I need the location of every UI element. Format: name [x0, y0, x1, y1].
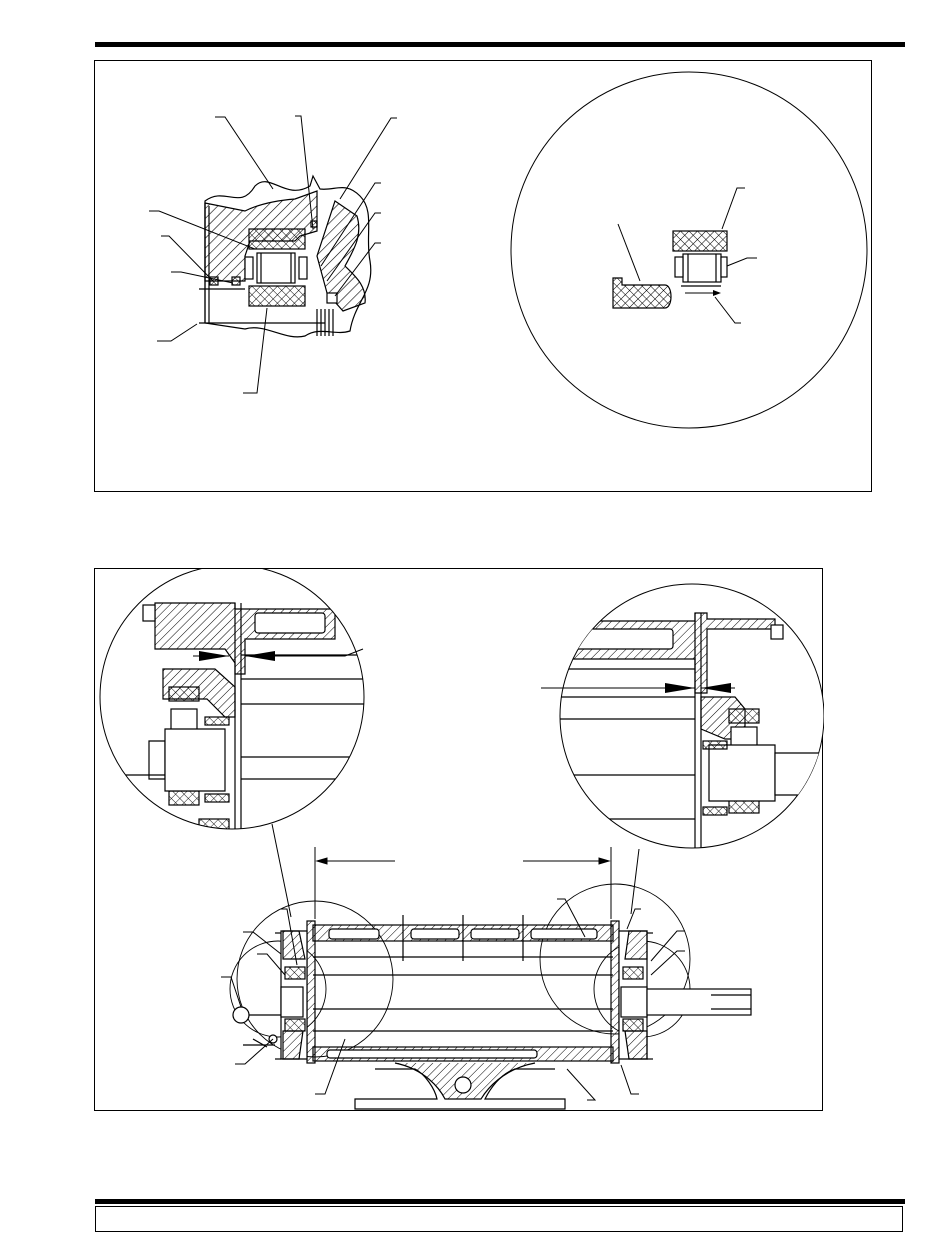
detail-circle: [511, 72, 867, 428]
footer-box: [95, 1206, 903, 1232]
assembly: [230, 884, 751, 1109]
bottom-rule: [95, 1199, 905, 1204]
end-play-figure: [94, 568, 823, 1111]
circle-leaders: [272, 824, 639, 917]
section-view: [199, 176, 371, 337]
right-detail-circle: [541, 584, 824, 849]
left-detail-circle: [100, 569, 365, 829]
bearing-seal-drawing: [95, 61, 873, 493]
end-play-drawing: [95, 569, 824, 1112]
bearing-seal-figure: [94, 60, 872, 492]
dimension-line: [315, 847, 611, 919]
top-rule: [95, 42, 905, 47]
